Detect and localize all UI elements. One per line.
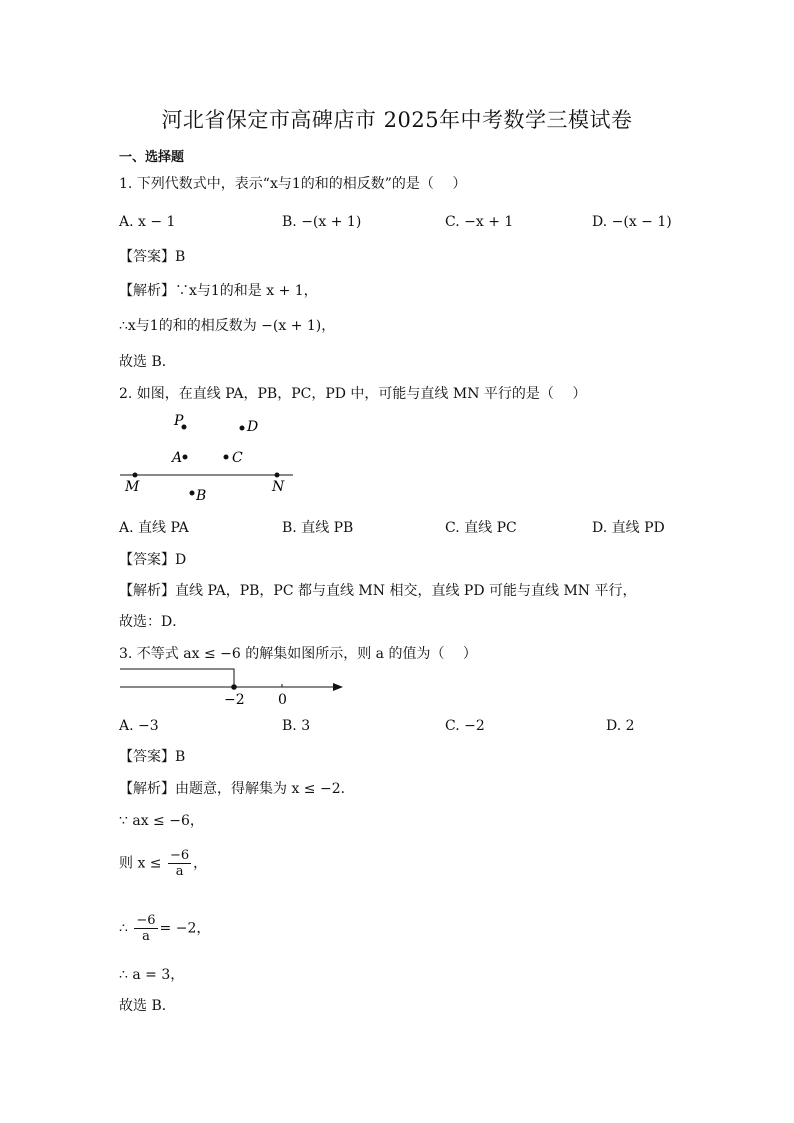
q1-analysis-1: ∵x与1的和是 x + 1， (175, 283, 318, 299)
q1-answer-line (119, 248, 185, 266)
q3-step-4: ∴ a = 3， (119, 967, 185, 983)
label-a: A (172, 450, 183, 466)
q1-conclusion: 故选 B． (119, 354, 176, 370)
label-minus-2: −2 (224, 692, 245, 708)
answer-tag: 【答案】 (119, 749, 175, 765)
q3-option-a: A. −3 (119, 718, 159, 734)
q1-analysis-2: ∴x与1的和的相反数为 −(x + 1)， (119, 318, 336, 334)
q3-analysis-line (119, 780, 355, 798)
point-n (275, 473, 280, 478)
label-m: M (125, 479, 140, 495)
q3-conclusion: 故选 B． (119, 998, 176, 1014)
label-d: D (247, 419, 259, 435)
q2-stem: 2. 如图，在直线 PA，PB，PC，PD 中，可能与直线 MN 平行的是（ ） (119, 386, 587, 402)
q2-figure (115, 408, 305, 508)
q2-analysis: 直线 PA，PB，PC 都与直线 MN 相交，直线 PD 可能与直线 MN 平行， (175, 583, 637, 599)
label-b: B (196, 488, 207, 504)
q2-option-d: D. 直线 PD (592, 520, 665, 536)
label-zero: 0 (278, 692, 287, 708)
q3-number-line (115, 664, 350, 709)
q3-step-2-suffix: ， (193, 855, 208, 872)
q2-option-c: C. 直线 PC (445, 520, 517, 536)
fraction-numerator: −6 (136, 913, 156, 928)
q3-step-3-prefix: ∴ (119, 920, 128, 937)
point-d (240, 426, 245, 431)
q2-answer: D (175, 552, 187, 568)
q3-step-2 (119, 848, 207, 879)
point-c (224, 455, 229, 460)
point-m (133, 473, 138, 478)
q2-analysis-line (119, 582, 637, 600)
q3-step-1: ∵ ax ≤ −6， (119, 813, 204, 829)
q1-option-c: C. −x + 1 (445, 214, 514, 230)
q3-analysis-1: 由题意，得解集为 x ≤ −2． (175, 781, 355, 797)
q3-step-2-prefix: 则 x ≤ (119, 855, 162, 872)
analysis-tag: 【解析】 (119, 583, 175, 599)
solid-point-minus-2 (231, 684, 237, 690)
analysis-tag: 【解析】 (119, 781, 175, 797)
label-c: C (232, 450, 243, 466)
q1-option-a: A. x − 1 (119, 214, 176, 230)
fraction-denominator: a (142, 929, 150, 944)
q3-option-c: C. −2 (445, 718, 485, 734)
q3-step-2-fraction (168, 848, 191, 879)
answer-tag: 【答案】 (119, 552, 175, 568)
q1-option-d: D. −(x − 1) (592, 214, 672, 230)
label-n: N (272, 479, 285, 495)
fraction-numerator: −6 (169, 848, 190, 863)
q1-answer: B (175, 249, 186, 265)
q3-option-b: B. 3 (282, 718, 311, 734)
q2-option-a: A. 直线 PA (119, 520, 189, 536)
q1-stem: 1. 下列代数式中，表示“x与1的和的相反数”的是（ ） (119, 176, 467, 192)
axis-arrow (333, 683, 343, 691)
q3-answer-line (119, 748, 185, 766)
analysis-tag: 【解析】 (119, 283, 175, 299)
page-title: 河北省保定市高碑店市 2025年中考数学三模试卷 (161, 108, 633, 132)
q3-option-d: D. 2 (606, 718, 635, 734)
q3-step-3 (119, 913, 210, 944)
point-a (183, 455, 188, 460)
solution-bracket (120, 669, 234, 687)
fraction-denominator: a (175, 864, 184, 879)
q3-step-3-suffix: = −2， (159, 920, 211, 937)
label-p: P (174, 413, 184, 429)
q2-answer-line (119, 551, 186, 569)
section-heading: 一、选择题 (119, 150, 185, 165)
point-b (190, 491, 195, 496)
answer-tag: 【答案】 (119, 249, 175, 265)
q3-stem: 3. 不等式 ax ≤ −6 的解集如图所示，则 a 的值为（ ） (119, 646, 477, 662)
q3-step-3-fraction (134, 913, 157, 944)
q1-option-b: B. −(x + 1) (282, 214, 362, 230)
q1-analysis-line (119, 282, 318, 300)
q2-option-b: B. 直线 PB (282, 520, 354, 536)
q3-answer: B (175, 749, 186, 765)
q2-conclusion: 故选：D． (119, 614, 187, 630)
